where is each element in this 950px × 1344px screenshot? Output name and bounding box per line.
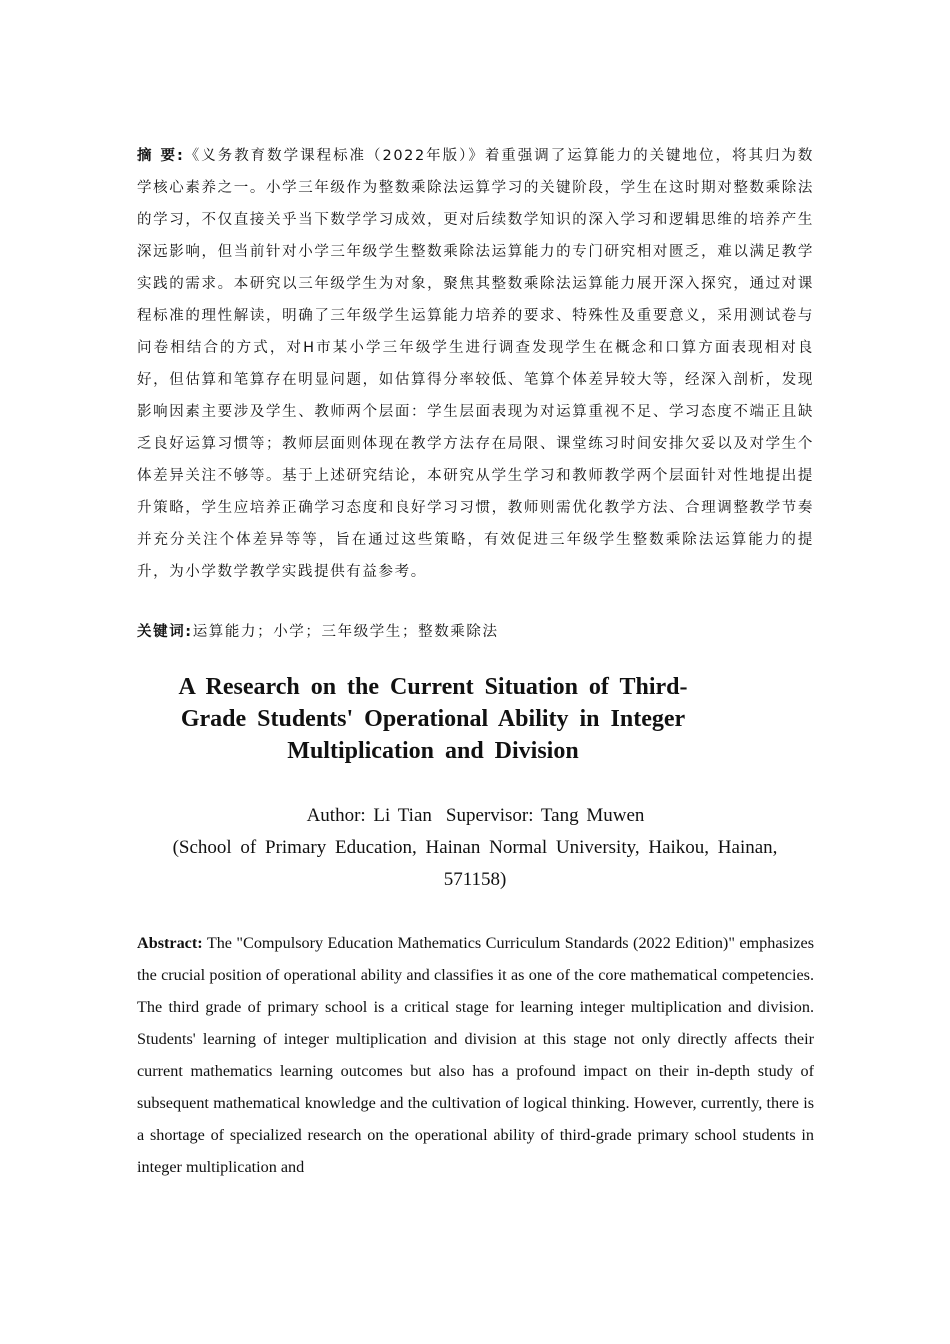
chinese-keywords	[137, 616, 814, 648]
affiliation: (School of Primary Education, Hainan Normal University, Haikou, Hainan, 571158)	[172, 837, 778, 890]
english-abstract	[137, 927, 814, 1183]
supervisor-name: Supervisor: Tang Muwen	[445, 805, 645, 826]
english-title: A Research on the Current Situation of Third-Grade Students' Operational Ability in Integer Multiplication and Division	[178, 674, 688, 764]
chinese-keywords-label: 关键词:	[137, 624, 193, 640]
author-name: Author: Li Tian	[306, 805, 432, 826]
english-abstract-label: Abstract:	[137, 934, 203, 952]
chinese-abstract-text: 《义务教育数学课程标准（2022年版）》着重强调了运算能力的关键地位，将其归为数学核心素养之一。小学三年级作为整数乘除法运算学习的关键阶段，学生在这时期对整数乘除法的学习，不仅直接关乎当下数学学习成效，更对后续数学知识的深入学习和逻辑思维的培养产生深远影响，但当前针对小学三年级学生整数乘除法运算能力的专门研究相对匮乏，难以满足教学实践的需求。本研究以三年级学生为对象，聚焦其整数乘除法运算能力展开深入探究，通过对课程标准的理性解读，明确了三年级学生运算能力培养的要求、特殊性及重要意义，采用测试卷与问卷相结合的方式，对H市某小学三年级学生进行调查发现学生在概念和口算方面表现相对良好，但估算和笔算存在明显问题，如估算得分率较低、笔算个体差异较大等，经深入剖析，发现影响因素主要涉及学生、教师两个层面：学生层面表现为对运算重视不足、学习态度不端正且缺乏良好运算习惯等；教师层面则体现在教学方法存在局限、课堂练习时间安排欠妥以及对学生个体差异关注不够等。基于上述研究结论，本研究从学生学习和教师教学两个层面针对性地提出提升策略，学生应培养正确学习态度和良好学习习惯，教师则需优化教学方法、合理调整教学节奏并充分关注个体差异等等，旨在通过这些策略，有效促进三年级学生整数乘除法运算能力的提升，为小学数学教学实践提供有益参考。	[137, 148, 815, 580]
chinese-abstract-label: 摘 要:	[137, 148, 185, 164]
english-abstract-text: The "Compulsory Education Mathematics Curriculum Standards (2022 Edition)" emphasizes the crucial position of operational ability and classifies it as one of the core mathematical competencies. The third grade of primary school is a critical stage for learning integer multiplication and division. Students' learning of integer multiplication and division at this stage not only directly affects their current mathematics learning outcomes but also has a profound impact on their in-depth study of subsequent mathematical knowledge and the cultivation of logical thinking. However, currently, there is a shortage of specialized research on the operational ability of third-grade primary school students in integer multiplication and	[137, 934, 814, 1176]
chinese-keywords-text: 运算能力；小学；三年级学生；整数乘除法	[192, 624, 499, 640]
chinese-abstract	[137, 140, 814, 588]
author-line	[137, 800, 814, 832]
